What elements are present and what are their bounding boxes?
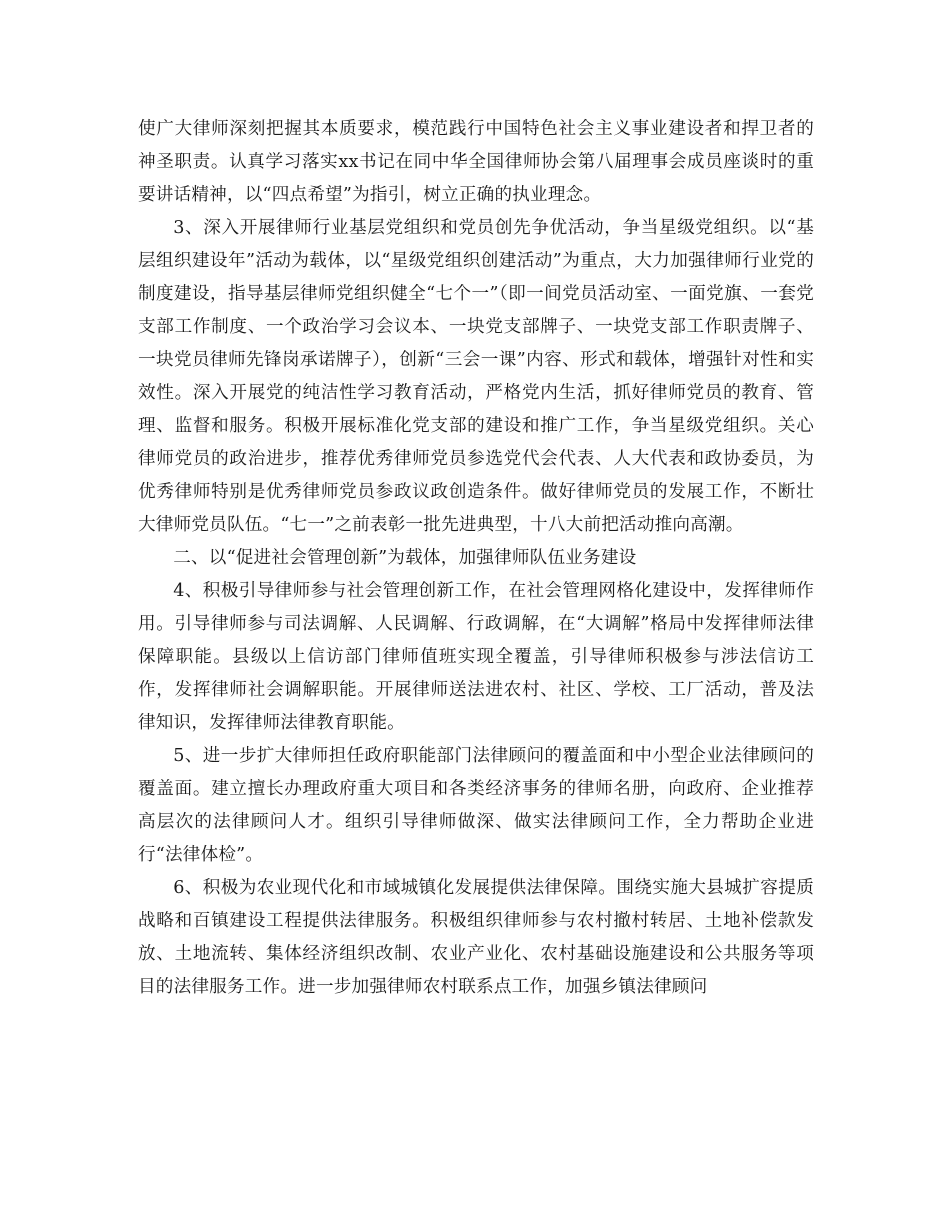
paragraph: 使广大律师深刻把握其本质要求，模范践行中国特色社会主义事业建设者和捍卫者的神圣职责。认真学习落实xx书记在同中华全国律师协会第八届理事会成员座谈时的重要讲话精神，以“四点希望”为指引，树立正确的执业理念。 <box>138 119 814 205</box>
paragraph: 二、以“促进社会管理创新”为载体，加强律师队伍业务建设 <box>173 548 637 568</box>
paragraph: 6、积极为农业现代化和市域城镇化发展提供法律保障。围绕实施大县城扩容提质战略和百镇建设工程提供法律服务。积极组织律师参与农村撤村转居、土地补偿款发放、土地流转、集体经济组织改制、农业产业化、农村基础设施建设和公共服务等项目的法律服务工作。进一步加强律师农村联系点工作，加强乡镇法律顾问 <box>138 878 814 997</box>
document-body <box>138 113 814 1004</box>
paragraph: 5、进一步扩大律师担任政府职能部门法律顾问的覆盖面和中小型企业法律顾问的覆盖面。建立擅长办理政府重大项目和各类经济事务的律师名册，向政府、企业推荐高层次的法律顾问人才。组织引导律师做深、做实法律顾问工作，全力帮助企业进行“法律体检”。 <box>138 746 814 865</box>
paragraph: 4、积极引导律师参与社会管理创新工作，在社会管理网格化建设中，发挥律师作用。引导律师参与司法调解、人民调解、行政调解，在“大调解”格局中发挥律师法律保障职能。县级以上信访部门律师值班实现全覆盖，引导律师积极参与涉法信访工作，发挥律师社会调解职能。开展律师送法进农村、社区、学校、工厂活动，普及法律知识，发挥律师法律教育职能。 <box>138 581 814 733</box>
paragraph: 3、深入开展律师行业基层党组织和党员创先争优活动，争当星级党组织。以“基层组织建设年”活动为载体，以“星级党组织创建活动”为重点，大力加强律师行业党的制度建设，指导基层律师党组织健全“七个一”（即一间党员活动室、一面党旗、一套党支部工作制度、一个政治学习会议本、一块党支部牌子、一块党支部工作职责牌子、一块党员律师先锋岗承诺牌子），创新“三会一课”内容、形式和载体，增强针对性和实效性。深入开展党的纯洁性学习教育活动，严格党内生活，抓好律师党员的教育、管理、监督和服务。积极开展标准化党支部的建设和推广工作，争当星级党组织。关心律师党员的政治进步，推荐优秀律师党员参选党代会代表、人大代表和政协委员，为优秀律师特别是优秀律师党员参政议政创造条件。做好律师党员的发展工作，不断壮大律师党员队伍。“七一”之前表彰一批先进典型，十八大前把活动推向高潮。 <box>138 218 814 535</box>
